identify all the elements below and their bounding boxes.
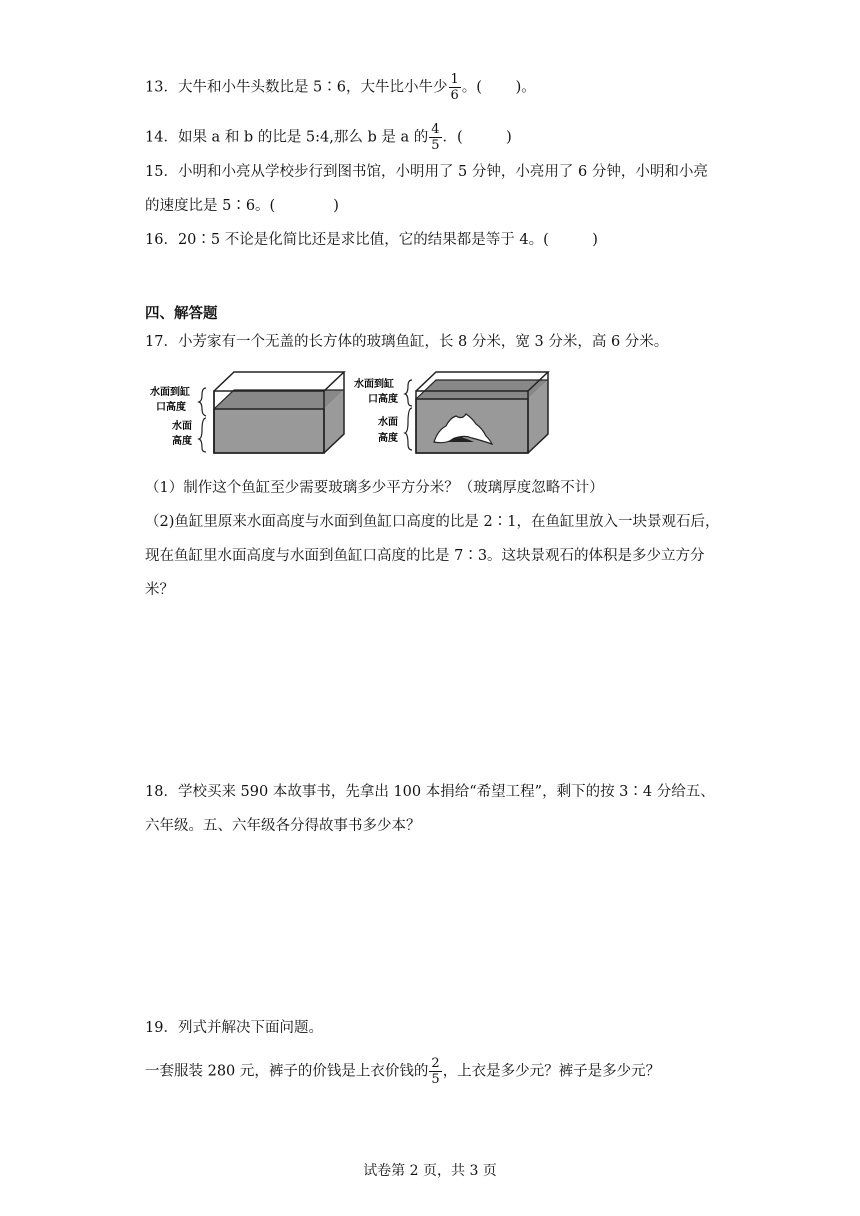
q19-fraction [429,1056,441,1087]
fig1-label-top2: 口高度 [156,402,186,413]
q14-text-pre: 14．如果 a 和 b 的比是 5:4,那么 b 是 a 的 [145,129,429,146]
question-15-line1: 15．小明和小亮从学校步行到图书馆，小明用了 5 分钟，小亮用了 6 分钟，小明和小亮 [145,164,708,180]
page-footer: 试卷第 2 页，共 3 页 [363,1163,497,1179]
question-18-line2: 六年级。五、六年级各分得故事书多少本？ [145,818,421,834]
question-16: 16．20∶5 不论是化简比还是求比值，它的结果都是等于 4。( ) [145,232,598,248]
q19-text-pre: 一套服装 280 元，裤子的价钱是上衣价钱的 [145,1063,429,1080]
question-15-line2: 的速度比是 5∶6。( ) [145,198,339,214]
fig2-label-bot2: 高度 [378,433,398,444]
q14-frac-num: 4 [431,122,440,137]
fig2-label-top2: 口高度 [368,394,398,405]
question-19-line2 [145,1056,660,1087]
fish-tank-figure-2 [352,366,552,462]
question-18-line1: 18．学校买来 590 本故事书，先拿出 100 本捐给“希望工程”，剩下的按 3∶4 分给五、 [145,784,715,800]
q14-text-post: ．( ) [442,129,512,146]
fish-tank-figure-1 [148,366,348,462]
fig1-label-bot2: 高度 [172,436,192,447]
fig1-label-bot1: 水面 [172,421,192,432]
fig2-label-bot1: 水面 [378,417,398,428]
fig2-label-top1: 水面到缸 [354,379,394,390]
q19-frac-num: 2 [431,1056,440,1071]
question-13 [145,72,536,103]
question-17-sub2-line2: 现在鱼缸里水面高度与水面到鱼缸口高度的比是 7∶3。这块景观石的体积是多少立方分 [145,548,705,564]
question-19-line1: 19．列式并解决下面问题。 [145,1020,323,1036]
q13-frac-den: 6 [450,88,459,103]
question-17-sub1: （1）制作这个鱼缸至少需要玻璃多少平方分米？（玻璃厚度忽略不计） [145,480,604,496]
q13-frac-num: 1 [450,72,459,87]
question-17-stem: 17．小芳家有一个无盖的长方体的玻璃鱼缸，长 8 分米，宽 3 分米，高 6 分米。 [145,334,669,350]
question-14 [145,122,512,153]
section-title: 四、解答题 [145,306,218,322]
q13-text-pre: 13．大牛和小牛头数比是 5∶6，大牛比小牛少 [145,79,448,96]
q13-fraction [449,72,461,103]
q14-frac-den: 5 [431,138,440,153]
question-17-sub2-line1: （2)鱼缸里原来水面高度与水面到鱼缸口高度的比是 2∶1，在鱼缸里放入一块景观石后， [145,514,720,530]
q13-text-post: 。( )。 [461,79,536,96]
question-17-sub2-line3: 米？ [145,582,174,598]
q14-fraction [429,122,441,153]
fig1-label-top1: 水面到缸 [150,387,190,398]
q19-text-post: ，上衣是多少元？裤子是多少元？ [442,1063,661,1080]
q19-frac-den: 5 [431,1072,440,1087]
